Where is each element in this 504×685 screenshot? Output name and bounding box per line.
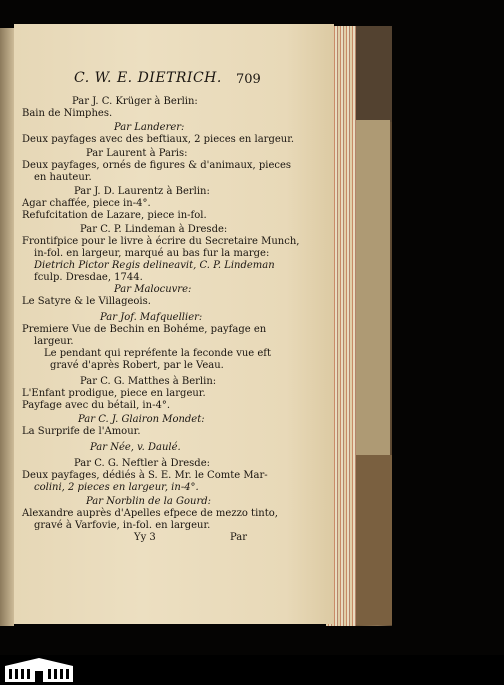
- entry-line: Dietrich Pictor Regis delineavit, C. P. Lindeman: [34, 260, 275, 271]
- entry-line: Le Satyre & le Villageois.: [22, 296, 151, 307]
- entry-line: Deux payfages, dédiés à S. E. Mr. le Comte Mar-: [22, 470, 268, 481]
- entry-line: fculp. Dresdae, 1744.: [34, 272, 143, 283]
- entry-line: gravé à Varfovie, in-fol. en largeur.: [34, 520, 211, 531]
- entry-line: Agar chaffée, piece in-4°.: [22, 198, 151, 209]
- entry-line: in-fol. en largeur, marqué au bas fur la marge:: [34, 248, 270, 259]
- entry-line: Refufcitation de Lazare, piece in-fol.: [22, 210, 207, 221]
- catchword: Par: [230, 532, 248, 543]
- entry-line: Frontifpice pour le livre à écrire du Secretaire Munch,: [22, 236, 300, 247]
- signature-mark: Yy 3: [134, 532, 156, 543]
- page-number: 709: [236, 72, 261, 87]
- cover-paper-label: [352, 120, 390, 460]
- running-title: C. W. E. DIETRICH.: [74, 70, 222, 86]
- entry-line: Payfage avec du bétail, in-4°.: [22, 400, 170, 411]
- entry-heading: Par C. J. Glairon Mondet:: [78, 414, 205, 425]
- entry-heading: Par Norblin de la Gourd:: [86, 496, 212, 507]
- entry-line: largeur.: [34, 336, 74, 347]
- viewer-footer: [0, 655, 504, 685]
- entry-line: colini, 2 pieces en largeur, in-4°.: [34, 482, 199, 493]
- library-building-logo: [4, 657, 74, 683]
- entry-heading: Par C. P. Lindeman à Dresde:: [80, 224, 228, 235]
- entry-line: L'Enfant prodigue, piece en largeur.: [22, 388, 206, 399]
- cover-top-band: [356, 26, 392, 122]
- entry-heading: Par J. C. Krüger à Berlin:: [72, 96, 198, 107]
- cover-bottom-band: [356, 455, 392, 625]
- book-page: [14, 24, 334, 624]
- entry-line: Bain de Nimphes.: [22, 108, 113, 119]
- entry-heading: Par C. G. Matthes à Berlin:: [80, 376, 217, 387]
- entry-heading: Par Laurent à Paris:: [86, 148, 188, 159]
- entry-line: Le pendant qui repréfente la feconde vue eft: [44, 348, 272, 359]
- left-page-sliver: [0, 28, 14, 626]
- entry-heading: Par Née, v. Daulé.: [90, 442, 181, 453]
- entry-heading: Par J. D. Laurentz à Berlin:: [74, 186, 210, 197]
- entry-line: Deux payfages, ornés de figures & d'animaux, pieces: [22, 160, 292, 171]
- entry-line: La Surprife de l'Amour.: [22, 426, 141, 437]
- entry-line: Alexandre auprès d'Apelles efpece de mezzo tinto,: [22, 508, 278, 519]
- entry-heading: Par C. G. Neftler à Dresde:: [74, 458, 210, 469]
- entry-line: Deux payfages avec des beftiaux, 2 pieces en largeur.: [22, 134, 295, 145]
- entry-line: Premiere Vue de Bechin en Bohéme, payfage en: [22, 324, 267, 335]
- entry-heading: Par Landerer:: [114, 122, 185, 133]
- entry-heading: Par Jof. Mafquellier:: [100, 312, 203, 323]
- entry-line: en hauteur.: [34, 172, 92, 183]
- entry-heading: Par Malocuvre:: [114, 284, 192, 295]
- entry-line: gravé d'après Robert, par le Veau.: [50, 360, 224, 371]
